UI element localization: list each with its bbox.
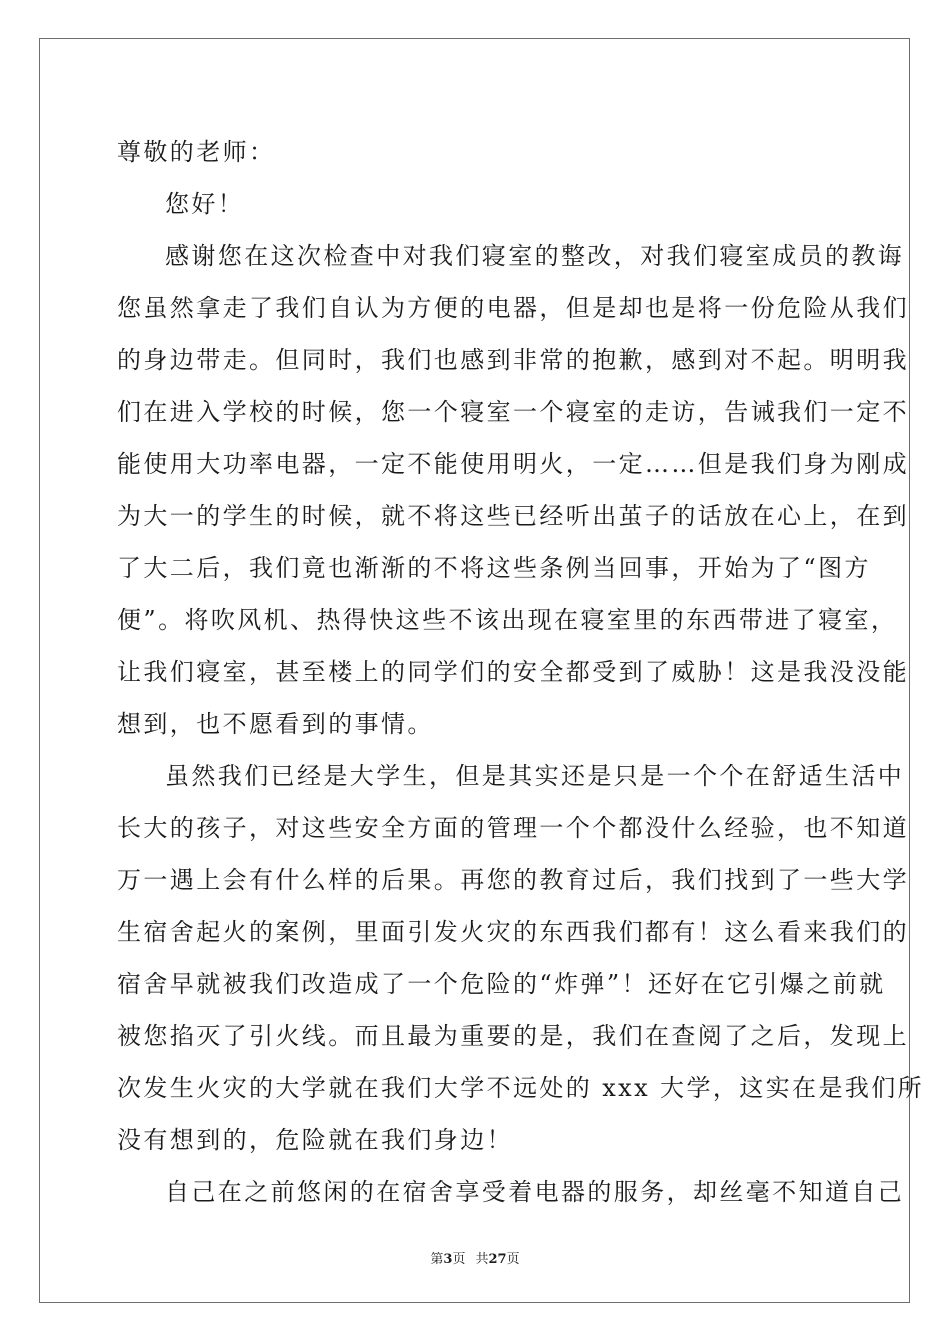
- text-line: 能使用大功率电器，一定不能使用明火，一定……但是我们身为刚成: [117, 450, 909, 478]
- text-line: 的身边带走。但同时，我们也感到非常的抱歉，感到对不起。明明我: [117, 346, 909, 374]
- text-line: 让我们寝室，甚至楼上的同学们的安全都受到了威胁！这是我没没能: [117, 658, 909, 686]
- text-line: 自己在之前悠闲的在宿舍享受着电器的服务，却丝毫不知道自己: [165, 1178, 905, 1206]
- text-line: 尊敬的老师：: [117, 138, 276, 166]
- text-line: 万一遇上会有什么样的后果。再您的教育过后，我们找到了一些大学: [117, 866, 909, 894]
- text-line: 生宿舍起火的案例，里面引发火灾的东西我们都有！这么看来我们的: [117, 918, 909, 946]
- text-line: 您好！: [165, 190, 245, 218]
- text-line: 想到，也不愿看到的事情。: [117, 710, 434, 738]
- text-line: 虽然我们已经是大学生，但是其实还是只是一个个在舒适生活中: [165, 762, 905, 790]
- page-footer: [0, 1248, 950, 1267]
- page-number: 3: [443, 1252, 453, 1267]
- text-line: 感谢您在这次检查中对我们寝室的整改，对我们寝室成员的教诲: [165, 242, 905, 270]
- page-prefix: 第: [430, 1252, 444, 1267]
- text-line: 便”。将吹风机、热得快这些不该出现在寝室里的东西带进了寝室，: [117, 606, 898, 634]
- text-line: 宿舍早就被我们改造成了一个危险的“炸弹”！还好在它引爆之前就: [117, 970, 886, 998]
- page-suffix: 页: [452, 1252, 466, 1267]
- text-line: 们在进入学校的时候，您一个寝室一个寝室的走访，告诫我们一定不: [117, 398, 909, 426]
- text-line: 了大二后，我们竟也渐渐的不将这些条例当回事，开始为了“图方: [117, 554, 871, 582]
- text-line: 被您掐灭了引火线。而且最为重要的是，我们在查阅了之后，发现上: [117, 1022, 909, 1050]
- total-suffix: 页: [506, 1252, 520, 1267]
- text-line: 长大的孩子，对这些安全方面的管理一个个都没什么经验，也不知道: [117, 814, 909, 842]
- text-line: 为大一的学生的时候，就不将这些已经听出茧子的话放在心上，在到: [117, 502, 909, 530]
- total-prefix: 共: [475, 1252, 489, 1267]
- text-line: 您虽然拿走了我们自认为方便的电器，但是却也是将一份危险从我们: [117, 294, 909, 322]
- text-line: 次发生火灾的大学就在我们大学不远处的 xxx 大学，这实在是我们所: [117, 1074, 925, 1102]
- total-pages: 27: [488, 1252, 507, 1267]
- text-line: 没有想到的，危险就在我们身边！: [117, 1126, 513, 1154]
- document-body: [117, 126, 925, 1218]
